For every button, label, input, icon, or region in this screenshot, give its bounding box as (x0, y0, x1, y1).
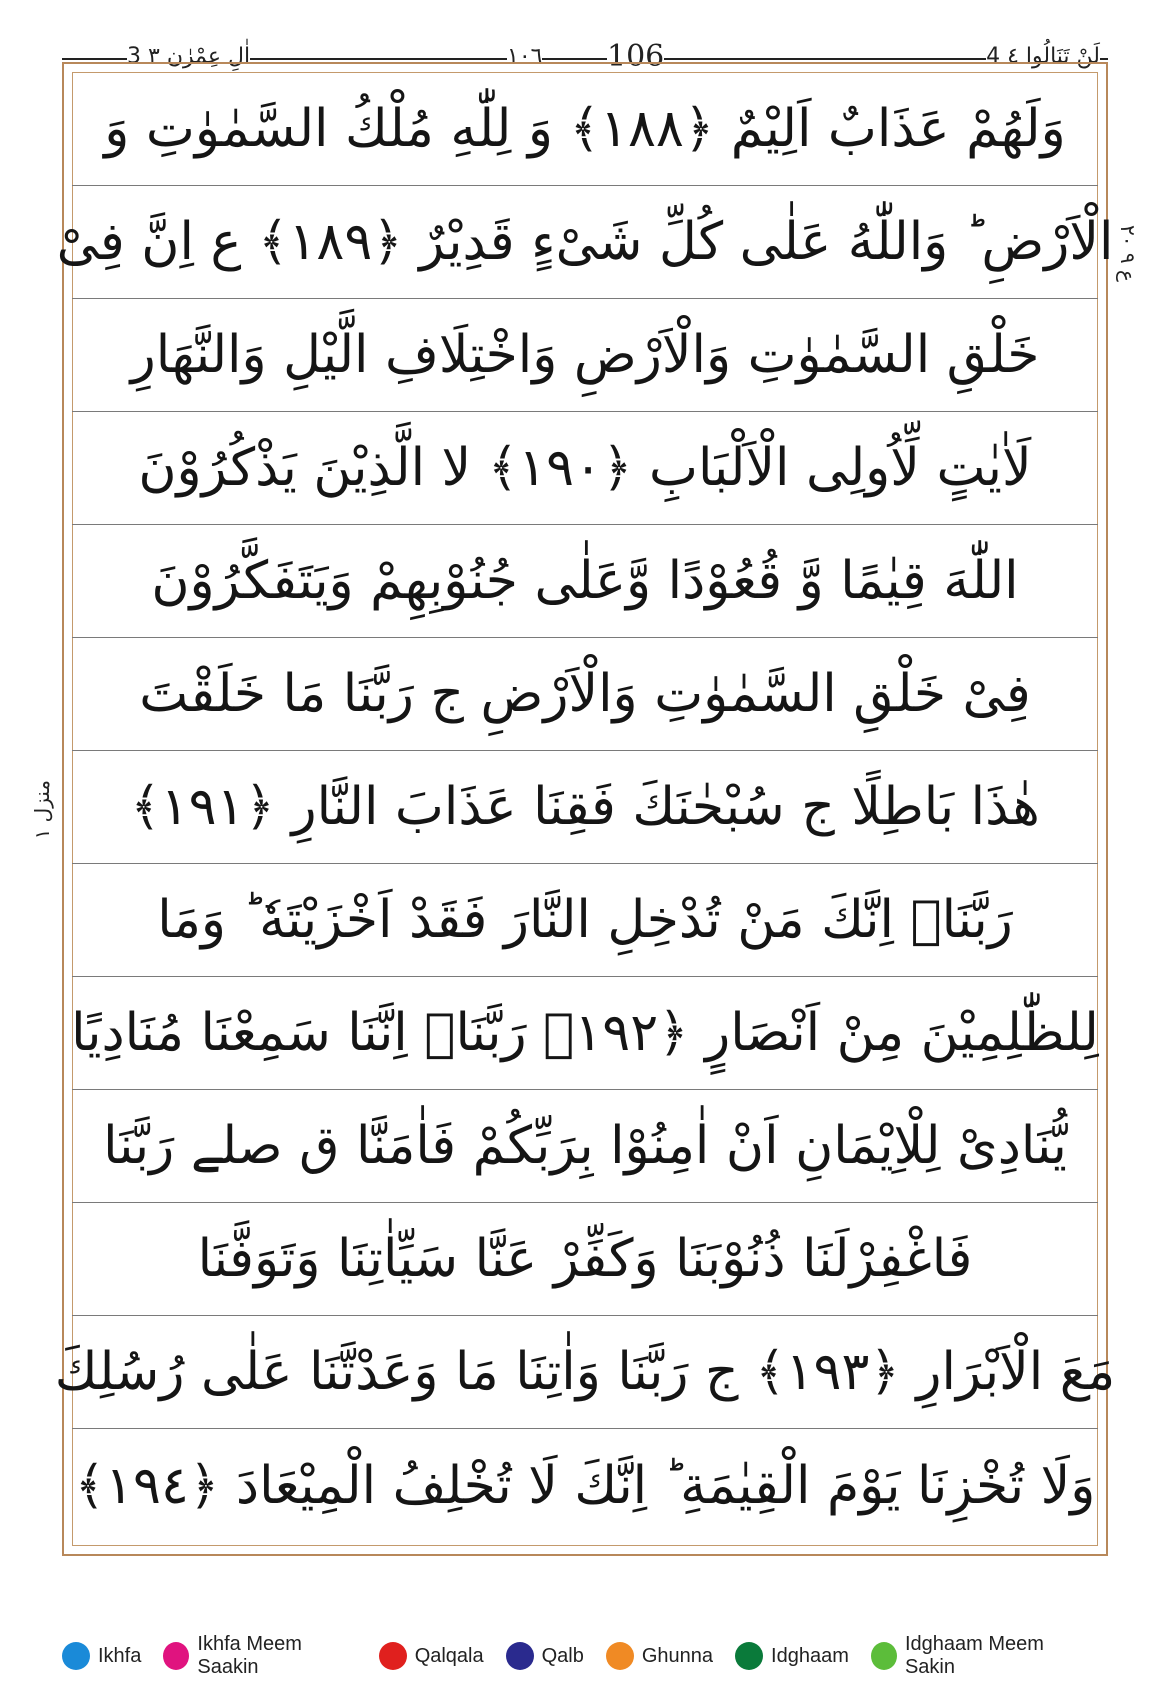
text-line (72, 299, 1098, 412)
legend-item-ghunna (606, 1642, 713, 1670)
header-page-arabic: ١٠٦ (507, 42, 542, 72)
header-page-number: 106 (607, 39, 665, 74)
line-text: فَاغْفِرْلَنَا ذُنُوْبَنَا وَكَفِّرْ عَنَّا سَيِّاٰتِنَا وَتَوَفَّنَا (197, 1229, 973, 1289)
text-line (72, 751, 1098, 864)
text-line (72, 638, 1098, 751)
legend-dot (506, 1642, 534, 1670)
legend-item-qalqala (379, 1642, 484, 1670)
tajweed-legend (62, 1633, 1108, 1678)
text-line (72, 1203, 1098, 1316)
text-line (72, 1429, 1098, 1542)
line-text: لَاٰيٰتٍ لِّاُولِی الْاَلْبَابِ ﴿١٩٠﴾ لا الَّذِيْنَ يَذْكُرُوْنَ (138, 438, 1032, 498)
legend-dot (735, 1642, 763, 1670)
line-text: اللّٰهَ قِيٰمًا وَّ قُعُوْدًا وَّعَلٰى جُنُوْبِهِمْ وَيَتَفَكَّرُوْنَ (151, 551, 1019, 611)
legend-dot (606, 1642, 634, 1670)
legend-item-qalb (506, 1642, 584, 1670)
legend-item-idghaam-meem-sakin (871, 1633, 1086, 1679)
legend-dot (163, 1642, 189, 1670)
line-text: وَلَهُمْ عَذَابٌ اَلِيْمٌ ﴿١٨٨﴾ وَ لِلّٰهِ مُلْكُ السَّمٰوٰتِ وَ (104, 99, 1066, 159)
line-text: وَلَا تُخْزِنَا يَوْمَ الْقِيٰمَةِ ؕ اِنَّكَ لَا تُخْلِفُ الْمِيْعَادَ ﴿١٩٤﴾ (74, 1455, 1096, 1516)
manzil-marker: منزل ١ (30, 780, 54, 840)
line-text: الْاَرْضِ ؕ وَاللّٰهُ عَلٰى كُلِّ شَیْءٍ قَدِيْرٌ ﴿١٨٩﴾ ع اِنَّ فِیْ (56, 212, 1114, 272)
text-line (56, 186, 1114, 299)
header-surah: 3 اٰلِ عِمْرٰن ٣ (127, 42, 250, 72)
line-text: رَبَّنَاۤ اِنَّكَ مَنْ تُدْخِلِ النَّارَ فَقَدْ اَخْزَيْتَهٗ ؕ وَمَا (157, 890, 1013, 950)
ruku-marker: ع ٩ ٢٠ (1116, 225, 1140, 282)
legend-dot (62, 1642, 90, 1670)
legend-item-ikhfa (62, 1642, 141, 1670)
legend-label: Ghunna (641, 1644, 714, 1667)
line-text: خَلْقِ السَّمٰوٰتِ وَالْاَرْضِ وَاخْتِلَافِ الَّيْلِ وَالنَّهَارِ (130, 325, 1040, 385)
text-line (72, 864, 1098, 977)
text-line (72, 525, 1098, 638)
text-line (72, 412, 1098, 525)
legend-item-ikhfa-meem-saakin (163, 1633, 356, 1679)
legend-dot (379, 1642, 407, 1670)
line-text: هٰذَا بَاطِلًا ج سُبْحٰنَكَ فَقِنَا عَذَابَ النَّارِ ﴿١٩١﴾ (130, 777, 1040, 837)
text-line (54, 1316, 1116, 1429)
legend-label: Idghaam Meem Sakin (904, 1633, 1044, 1678)
text-line (72, 73, 1098, 186)
legend-label: Ikhfa (98, 1644, 142, 1667)
line-text: لِلظّٰلِمِيْنَ مِنْ اَنْصَارٍ ﴿١٩٢﴾ رَبَّنَاۤ اِنَّنَا سَمِعْنَا مُنَادِيًا (71, 1003, 1099, 1063)
text-lines (54, 73, 1116, 1542)
legend-label: Qalqala (414, 1644, 484, 1667)
line-text: مَعَ الْاَبْرَارِ ﴿١٩٣﴾ ج رَبَّنَا وَاٰتِنَا مَا وَعَدْتَّنَا عَلٰى رُسُلِكَ (54, 1342, 1116, 1402)
legend-item-idghaam (735, 1642, 849, 1670)
text-line (72, 1090, 1098, 1203)
line-text: فِیْ خَلْقِ السَّمٰوٰتِ وَالْاَرْضِ ج رَبَّنَا مَا خَلَقْتَ (139, 664, 1031, 724)
legend-dot (871, 1642, 897, 1670)
text-line (72, 977, 1098, 1090)
line-text: يُّنَادِیْ لِلْاِيْمَانِ اَنْ اٰمِنُوْا بِرَبِّكُمْ فَاٰمَنَّا ق صلے رَبَّنَا (103, 1116, 1067, 1176)
legend-label: Qalb (541, 1644, 584, 1667)
legend-label: Idghaam (771, 1644, 849, 1667)
legend-label: Ikhfa Meem Saakin (197, 1633, 302, 1678)
header-juz: 4 لَنْ تَنَالُوا ٤ (986, 42, 1100, 72)
